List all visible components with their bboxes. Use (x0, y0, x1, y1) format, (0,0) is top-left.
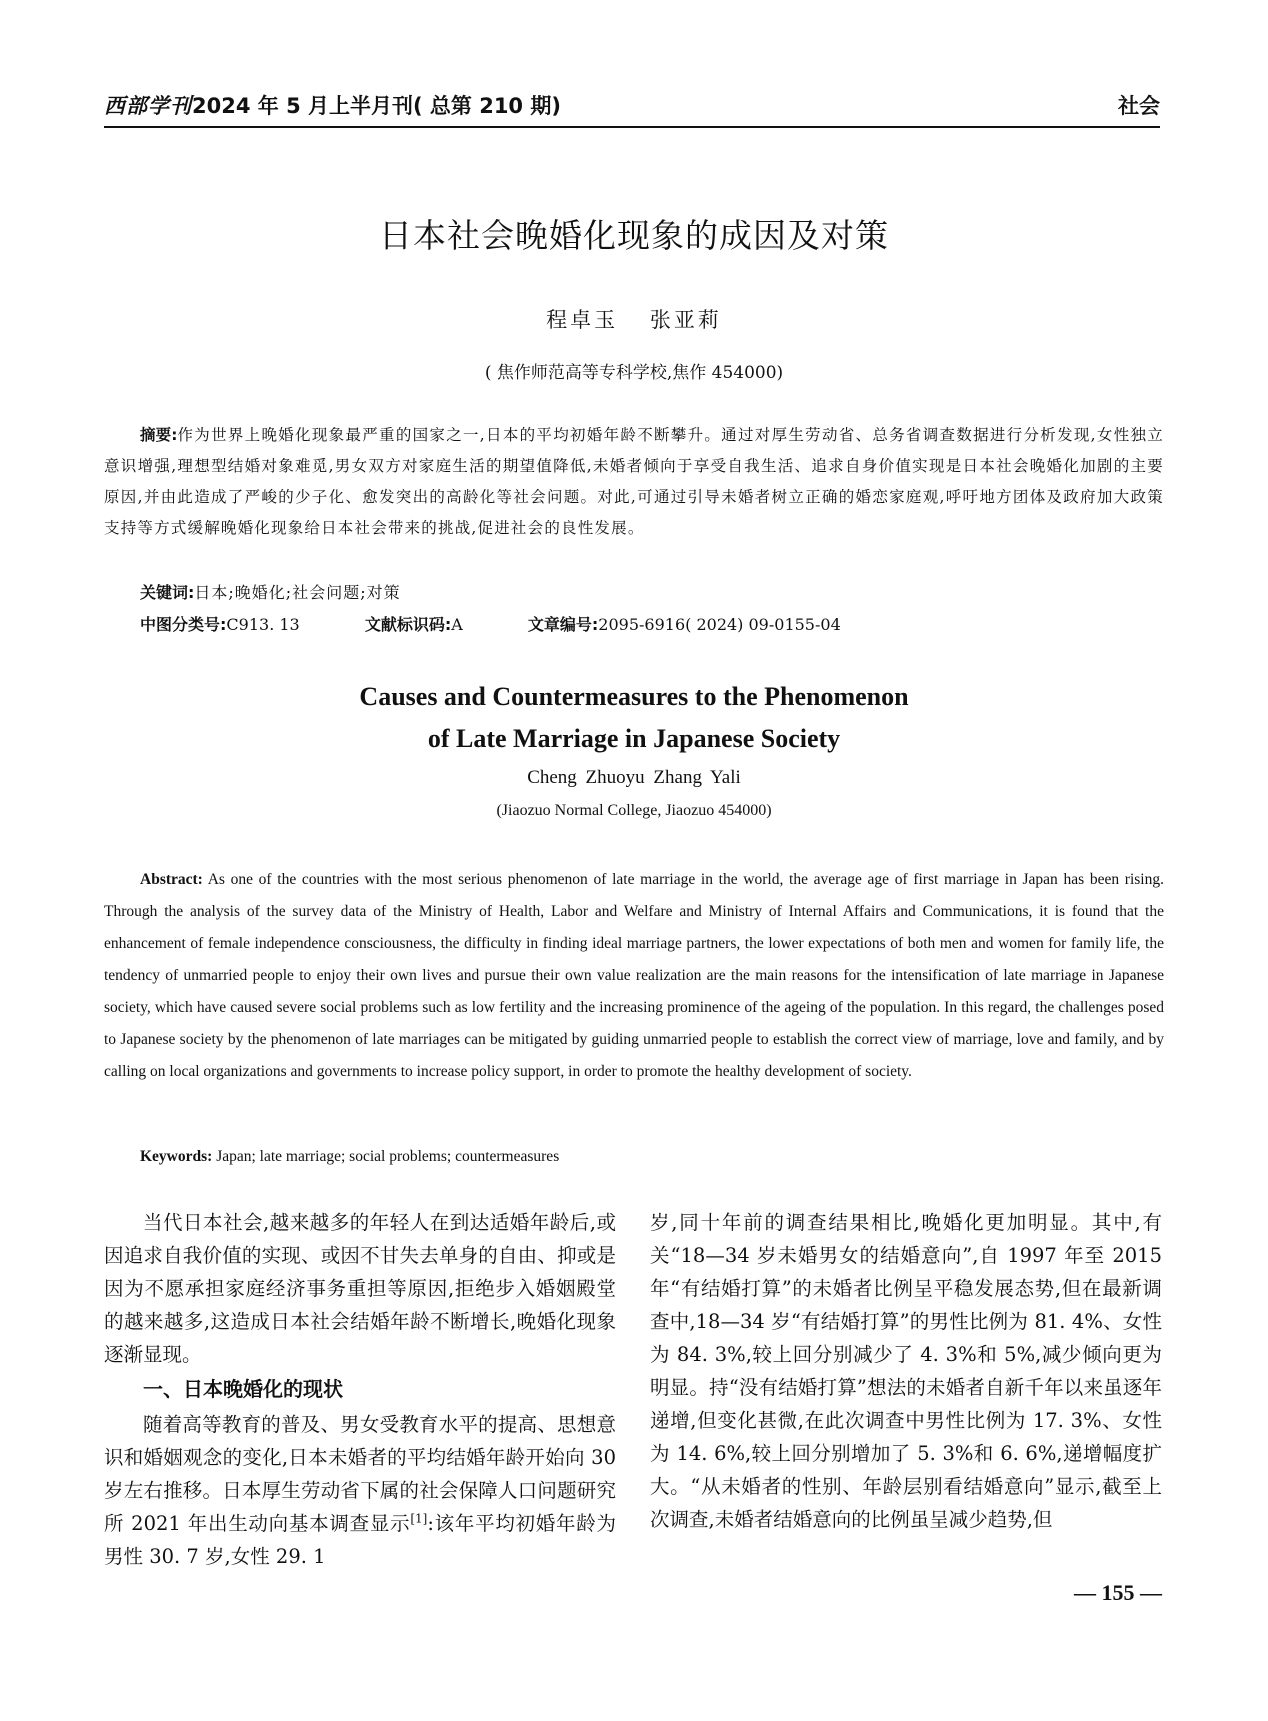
english-abstract-text: As one of the countries with the most serious phenomenon of late marriage in the world, the average age of first marriage in Japan has been rising. Through the analysis of the survey data of the Ministry of Health, Labor and Welfare and Ministry of Internal Affairs and Communications, it is found that the enhancement of female independence consciousness, the difficulty in finding ideal marriage partners, the lower expectations of both men and women for family life, the tendency of unmarried people to enjoy their own lives and pursue their own value realization are the main reasons for the intensification of late marriage in Japanese society, which have caused severe social problems such as low fertility and the increasing prominence of the ageing of the population. In this regard, the challenges posed to Japanese society by the phenomenon of late marriages can be mitigated by guiding unmarried people to establish the correct view of marriage, love and family, and by calling on local organizations and governments to increase policy support, in order to promote the healthy development of society. (104, 871, 1164, 1080)
chinese-abstract-label: 摘要: (140, 426, 178, 444)
journal-logo: 西部学刊 (104, 93, 192, 118)
body-right-column (650, 1206, 1162, 1536)
chinese-affiliation: ( 焦作师范高等专科学校,焦作 454000) (484, 363, 784, 383)
chinese-keywords-text: 日本;晚婚化;社会问题;对策 (194, 583, 401, 602)
citation-ref: [1] (410, 1511, 428, 1526)
english-title (0, 676, 1268, 760)
issue-info: 2024 年 5 月上半月刊( 总第 210 期) (192, 94, 561, 118)
chinese-abstract (104, 420, 1164, 544)
doc-code-value: A (451, 615, 463, 634)
english-affiliation: (Jiaozuo Normal College, Jiaozuo 454000) (496, 802, 772, 819)
chinese-keywords (140, 580, 1160, 603)
article-no-value: 2095-6916( 2024) 09-0155-04 (598, 615, 841, 634)
page-number: — 155 — (1074, 1580, 1162, 1605)
chinese-keywords-label: 关键词: (140, 583, 195, 602)
english-authors: Cheng Zhuoyu Zhang Yali (527, 767, 741, 788)
running-header (104, 86, 1160, 128)
chinese-authors: 程卓玉 张亚莉 (546, 308, 722, 332)
doc-code-label: 文献标识码: (364, 615, 452, 634)
chinese-abstract-text: 作为世界上晚婚化现象最严重的国家之一,日本的平均初婚年龄不断攀升。通过对厚生劳动省、总务省调查数据进行分析发现,女性独立意识增强,理想型结婚对象难觅,男女双方对家庭生活的期望值降低,未婚者倾向于享受自我生活、追求自身价值实现是日本社会晚婚化加剧的主要原因,并由此造成了严峻的少子化、愈发突出的高龄化等社会问题。对此,可通过引导未婚者树立正确的婚恋家庭观,呼吁地方团体及政府加大政策支持等方式缓解晚婚化现象给日本社会带来的挑战,促进社会的良性发展。 (104, 426, 1164, 537)
body-text: :该年平均初婚年龄为男性 30. 7 岁,女性 29. 1 (104, 1512, 616, 1568)
english-abstract-label: Abstract: (140, 871, 203, 888)
body-left-column (104, 1206, 616, 1573)
section-name: 社会 (1118, 94, 1160, 118)
section-heading: 一、日本晚婚化的现状 (143, 1377, 343, 1401)
classification-line (140, 612, 1160, 635)
english-keywords-text: Japan; late marriage; social problems; countermeasures (216, 1148, 560, 1165)
english-title-line1: Causes and Countermeasures to the Phenomenon (359, 682, 909, 711)
english-keywords (140, 1148, 1160, 1166)
english-keywords-label: Keywords: (140, 1148, 213, 1165)
body-paragraph: 当代日本社会,越来越多的年轻人在到达适婚年龄后,或因追求自我价值的实现、或因不甘失去单身的自由、抑或是因为不愿承担家庭经济事务重担等原因,拒绝步入婚姻殿堂的越来越多,这造成日本社会结婚年龄不断增长,晚婚化现象逐渐显现。 (104, 1211, 616, 1366)
body-paragraph (104, 1408, 616, 1573)
body-text: 随着高等教育的普及、男女受教育水平的提高、思想意识和婚姻观念的变化,日本未婚者的平均结婚年龄开始向 30 岁左右推移。日本厚生劳动省下属的社会保障人口问题研究所 2021 年出生动向基本调查显示 (104, 1413, 616, 1535)
body-paragraph: 岁,同十年前的调查结果相比,晚婚化更加明显。其中,有关“18—34 岁未婚男女的结婚意向”,自 1997 年至 2015 年“有结婚打算”的未婚者比例呈平稳发展态势,但在最新调查中,18—34 岁“有结婚打算”的男性比例为 81. 4%、女性为 84. 3%,较上回分别减少了 4. 3%和 5%,减少倾向更为明显。持“没有结婚打算”想法的未婚者自新千年以来虽逐年递增,但变化甚微,在此次调查中男性比例为 17. 3%、女性为 14. 6%,较上回分别增加了 5. 3%和 6. 6%,递增幅度扩大。“从未婚者的性别、年龄层别看结婚意向”显示,截至上次调查,未婚者结婚意向的比例虽呈减少趋势,但 (650, 1211, 1162, 1531)
chinese-title: 日本社会晚婚化现象的成因及对策 (379, 216, 889, 255)
clc-value: C913. 13 (226, 615, 300, 634)
article-no-label: 文章编号: (527, 615, 599, 634)
clc-label: 中图分类号: (140, 615, 227, 634)
english-abstract (104, 864, 1164, 1088)
english-title-line2: of Late Marriage in Japanese Society (427, 724, 841, 753)
